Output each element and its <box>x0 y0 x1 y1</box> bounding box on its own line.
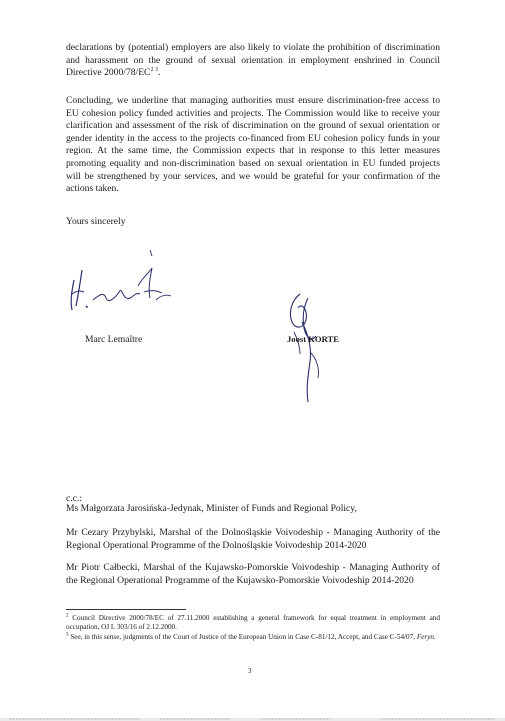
cc-recipient-1: Ms Małgorzata Jarosińska-Jedynak, Minister of Funds and Regional Policy, <box>66 503 357 514</box>
footnote-1 <box>66 614 440 633</box>
body-paragraph-1-end: . <box>157 67 161 79</box>
cc-recipient-3: Mr Piotr Całbecki, Marshal of the Kujawsko-Pomorskie Voivodeship - Managing Authority of the Regional Operational Programme of the Kujawsko-Pomorskie Voivodeship 2014-2020 <box>66 562 440 586</box>
closing-salutation: Yours sincerely <box>66 216 126 227</box>
handwritten-signature-korte <box>282 292 332 404</box>
footnote-reference: 2 3 <box>150 67 158 73</box>
footnote-2-text: See, in this sense, judgments of the Court of Justice of the European Union in Case C-81/12, Accept, and Case C-54/07, <box>70 633 417 641</box>
scan-edge-artifact <box>0 716 505 721</box>
page-number: 3 <box>248 667 252 675</box>
handwritten-signature-lemaitre <box>60 248 175 318</box>
body-paragraph-1 <box>66 42 440 80</box>
cc-recipient-2: Mr Cezary Przybylski, Marshal of the Dolnośląskie Voivodeship - Managing Authority of the Regional Operational Programme of the Dolnośląskie Voivodeship 2014-2020 <box>66 527 440 551</box>
footnote-2 <box>66 633 440 642</box>
body-paragraph-1-text: declarations by (potential) employers are also likely to violate the prohibition of discrimination and harassment on the ground of sexual orientation in employment enshrined in Council Directive 2000/78/EC <box>66 42 440 79</box>
body-paragraph-2: Concluding, we underline that managing authorities must ensure discrimination-free access to EU cohesion policy funded activities and projects. The Commission would like to receive your clarification and assessment of the risk of discrimination on the ground of sexual orientation or gender identity in the access to the projects co-financed from EU cohesion policy funds in your region. At the same time, the Commission expects that in response to this letter measures promoting equality and non-discrimination based on sexual orientation in EU funded projects will be strengthened by your services, and we would be grateful for your confirmation of the actions taken. <box>66 95 440 195</box>
footnote-2-case-name: Feryn <box>416 633 435 641</box>
footnote-separator <box>66 609 186 610</box>
signatory-name-first: Marc Lemaître <box>85 334 143 345</box>
signatory-name-second: Joost KORTE <box>287 334 339 344</box>
footnote-2-mark: 3 <box>66 632 69 638</box>
footnote-2-end: . <box>434 633 436 641</box>
footnote-1-mark: 2 <box>66 613 69 619</box>
cc-label: c.c.: <box>66 493 82 504</box>
footnote-1-text: Council Directive 2000/78/EC of 27.11.2000 establishing a general framework for equal treatment in employment and occupation, OJ L 303/16 of 2.12.2000. <box>66 614 440 632</box>
